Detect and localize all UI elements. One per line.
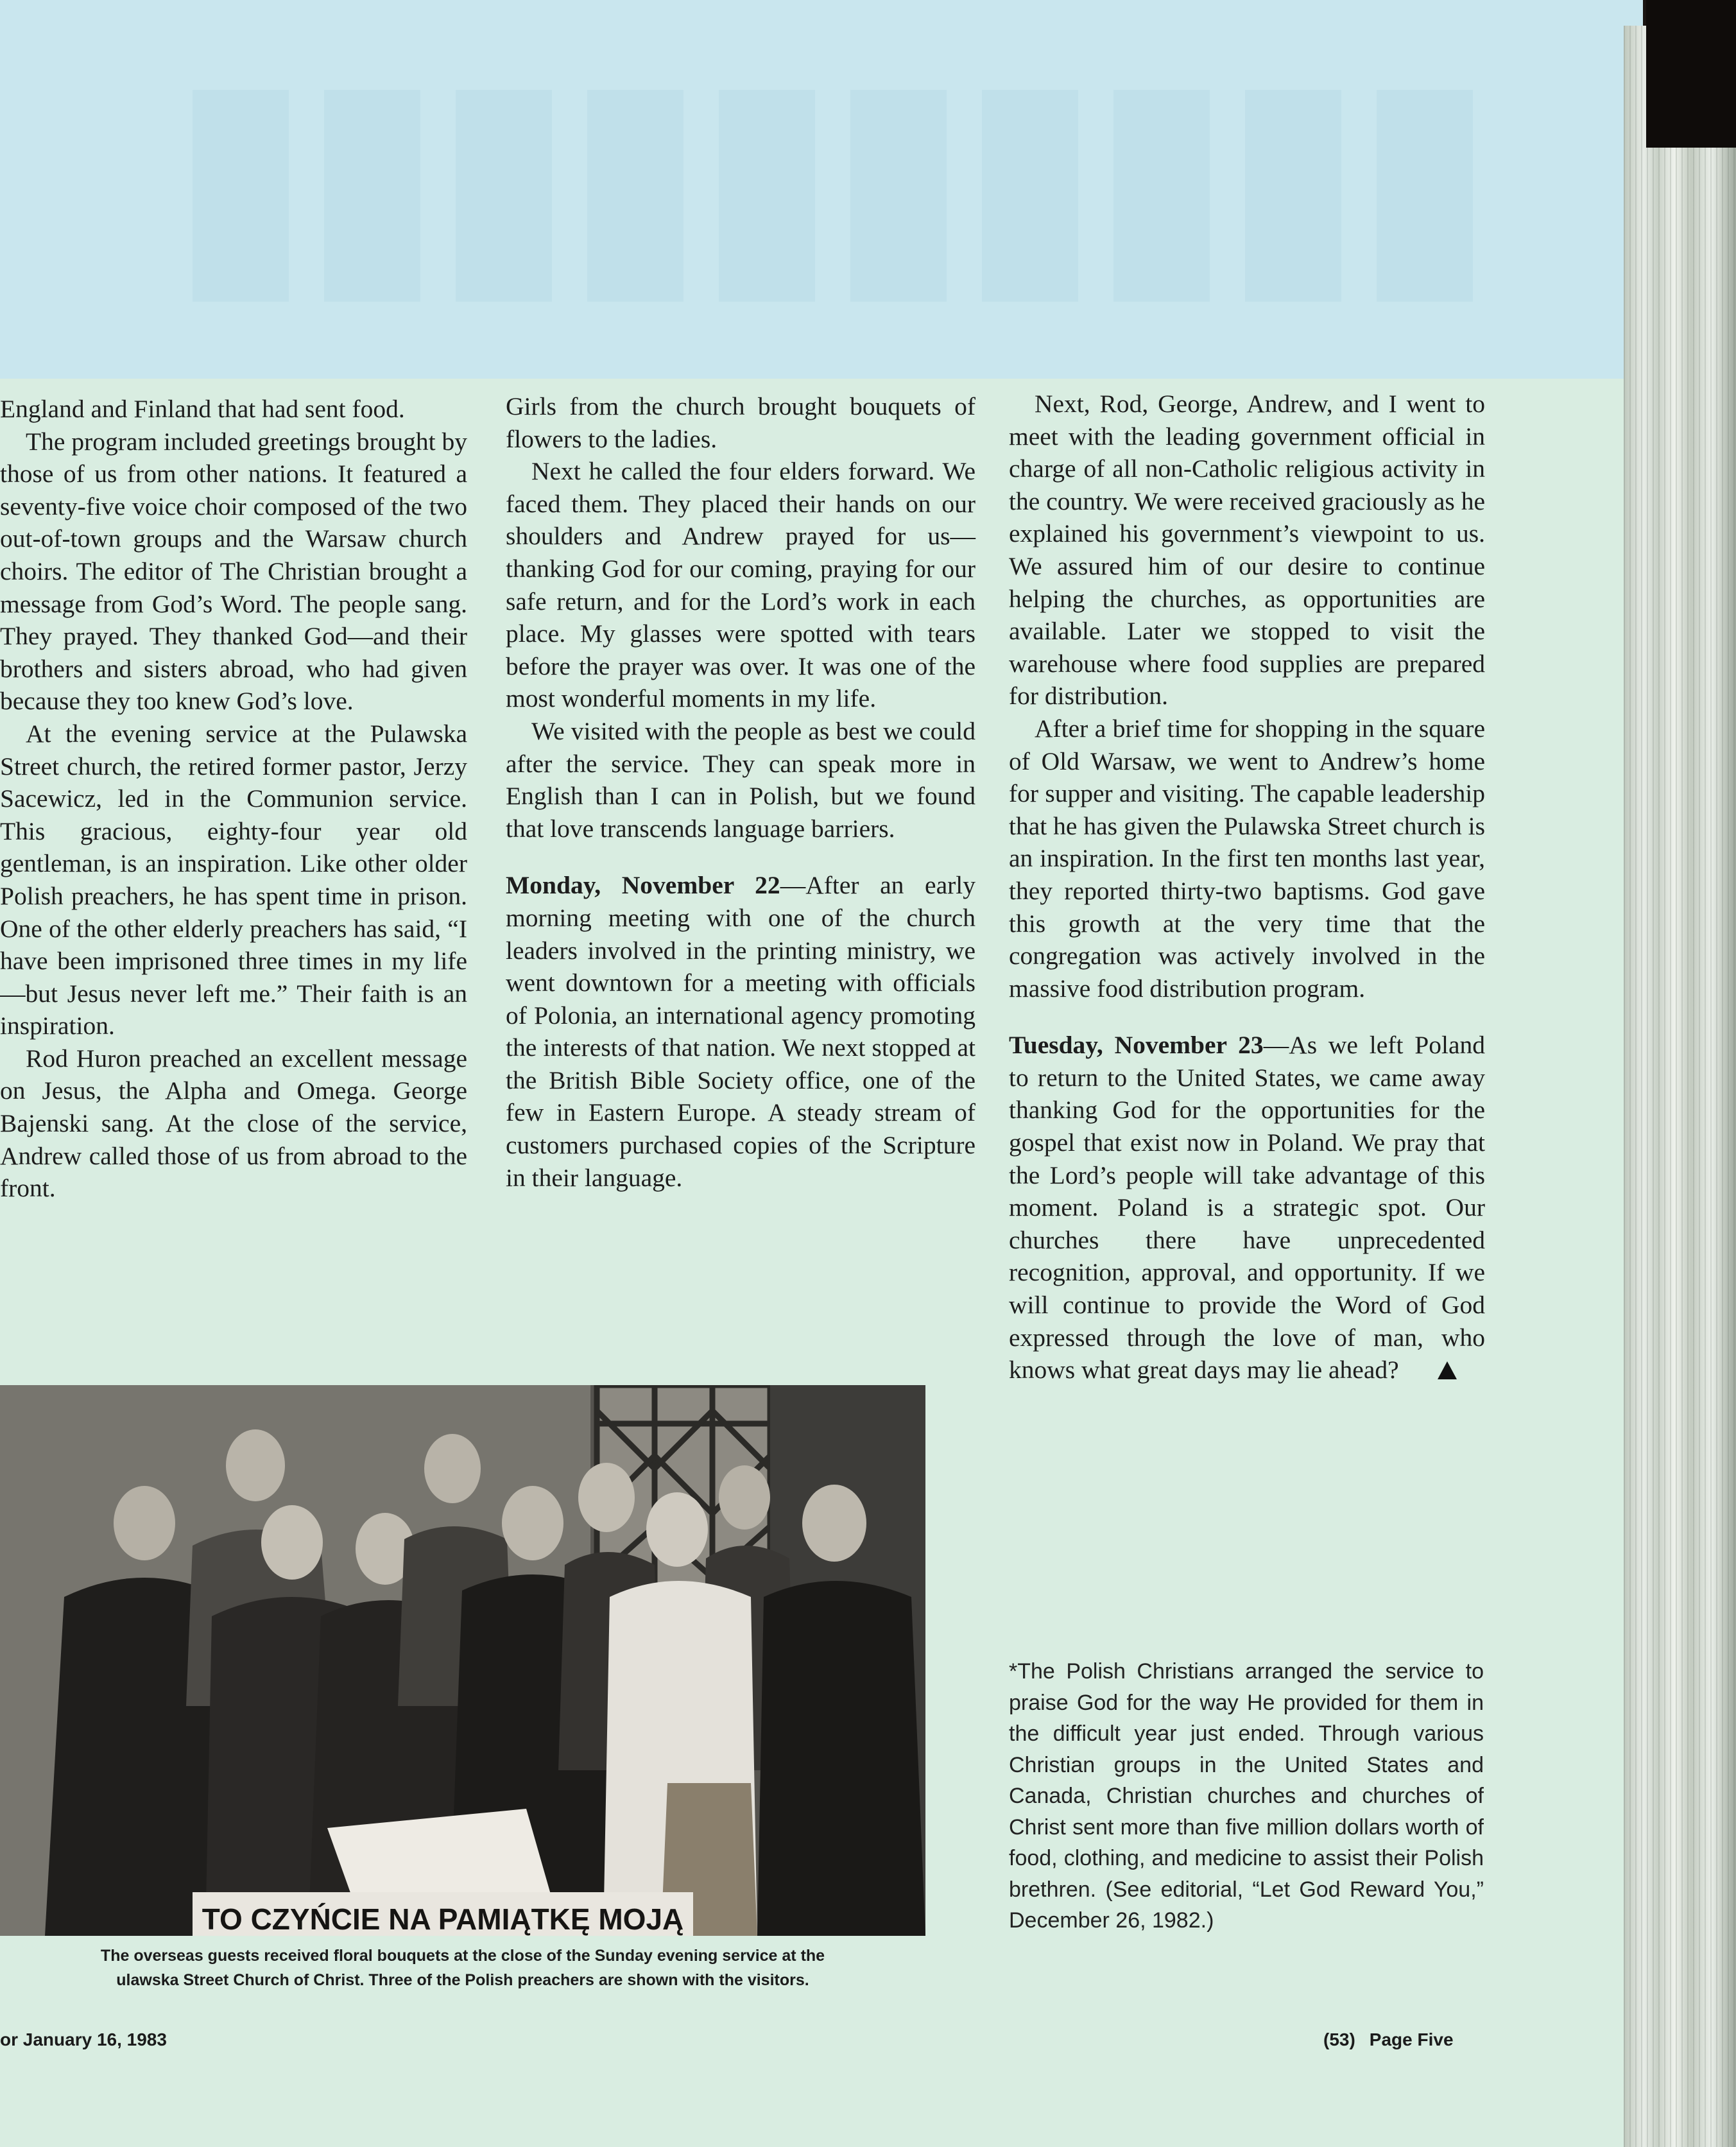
page-label: Page Five [1369,2030,1454,2049]
paragraph: The program included greetings brought by those of us from other nations. It featured a seventy-five voice choir composed of the two out-of-town groups and the Warsaw church choirs. The editor of The Christian brought a message from God’s Word. The people sang. They prayed. They thanked God—and their brothers and sisters abroad, who had given because they too knew God’s love. [0,427,467,716]
paragraph: Rod Huron preached an excellent message on Jesus, the Alpha and Omega. George Bajenski sang. At the close of the service, Andrew called those of us from abroad to the front. [0,1044,467,1203]
photo-caption [0,1944,925,1992]
book-page-edges [1624,26,1736,2147]
article-column-2 [506,390,975,1194]
article-column-3 [1009,388,1485,1386]
paragraph: Next he called the four elders forward. We faced them. They placed their hands on our shoulders and Andrew prayed for us—thanking God for our coming, praying for our safe return, and for the Lord’s work in each place. My glasses were spotted with tears before the prayer was over. It was one of the most wonderful moments in my life. [506,457,975,713]
article-column-1 [0,393,467,1205]
caption-line-1: The overseas guests received floral bouquets at the close of the Sunday evening service at the [100,1947,825,1965]
banner-title-ghost [193,90,1476,302]
tuesday-entry [1009,1029,1485,1386]
end-mark-icon [1438,1361,1457,1379]
background-corner [1646,0,1736,148]
photo-banner-text: TO CZYŃCIE NA PAMIĄTKĘ MOJĄ [202,1902,684,1936]
monday-text: —After an early morning meeting with one of the church leaders involved in the printing ministry, we went downtown for a meeting with officials of Polonia, an international agency promoting the interests of that nation. We next stopped at the British Bible Society office, one of the few in Eastern Europe. A steady stream of customers purchased copies of the Scripture in their language. [506,871,975,1192]
dateline-tuesday: Tuesday, November 23 [1009,1031,1264,1060]
paragraph: Next, Rod, George, Andrew, and I went to meet with the leading government official in charge of all non-Catholic religious activity in the country. We were received graciously as he explained his government’s viewpoint to us. We assured him of our desire to continue helping the churches, as opportunities are available. Later we stopped to visit the warehouse where food supplies are prepared for distribution. [1009,390,1485,711]
paragraph: Girls from the church brought bouquets of flowers to the ladies. [506,392,975,453]
group-photo [0,1385,925,1936]
paragraph: England and Finland that had sent food. [0,395,405,423]
footnote [1009,1656,1484,1936]
header-banner [0,0,1643,379]
paragraph: At the evening service at the Pulawska Street church, the retired former pastor, Jerzy Sacewicz, led in the Communion service. This gracious, eighty-four year old gentleman, is an inspiration. Like other older Polish preachers, he has spent time in prison. One of the other elderly preachers has said, “I have been imprisoned three times in my life—but Jesus never left me.” Their faith is an inspiration. [0,719,467,1040]
footer-page [1323,2030,1454,2050]
monday-entry [506,869,975,1194]
footer-date: or January 16, 1983 [0,2030,167,2049]
tuesday-text: —As we left Poland to return to the United States, we came away thanking God for the opportunities for the gospel that exist now in Poland. We pray that the Lord’s people will take advantage of this moment. Poland is a strategic spot. Our churches there have unprecedented recognition, approval, and opportunity. If we will continue to provide the Word of God expressed through the love of man, who knows what great days may lie ahead? [1009,1031,1485,1384]
footnote-text: *The Polish Christians arranged the service to praise God for the way He provided for them in the difficult year just ended. Through various Christian groups in the United States and Canada, Christian churches and churches of Christ sent more than five million dollars worth of food, clothing, and medicine to assist their Polish brethren. (See editorial, “Let God Reward You,” December 26, 1982.) [1009,1659,1484,1933]
paragraph: After a brief time for shopping in the square of Old Warsaw, we went to Andrew’s home for supper and visiting. The capable leadership that he has given the Pulawska Street church is an inspiration. In the first ten months last year, they reported thirty-two baptisms. God gave this growth at the very time that the congregation was actively involved in the massive food distribution program. [1009,714,1485,1003]
dateline-monday: Monday, November 22 [506,871,780,900]
page-number: (53) [1323,2030,1355,2049]
caption-line-2: ulawska Street Church of Christ. Three of the Polish preachers are shown with the visitors. [116,1971,809,1989]
paragraph: We visited with the people as best we could after the service. They can speak more in English than I can in Polish, but we found that love transcends language barriers. [506,716,975,843]
